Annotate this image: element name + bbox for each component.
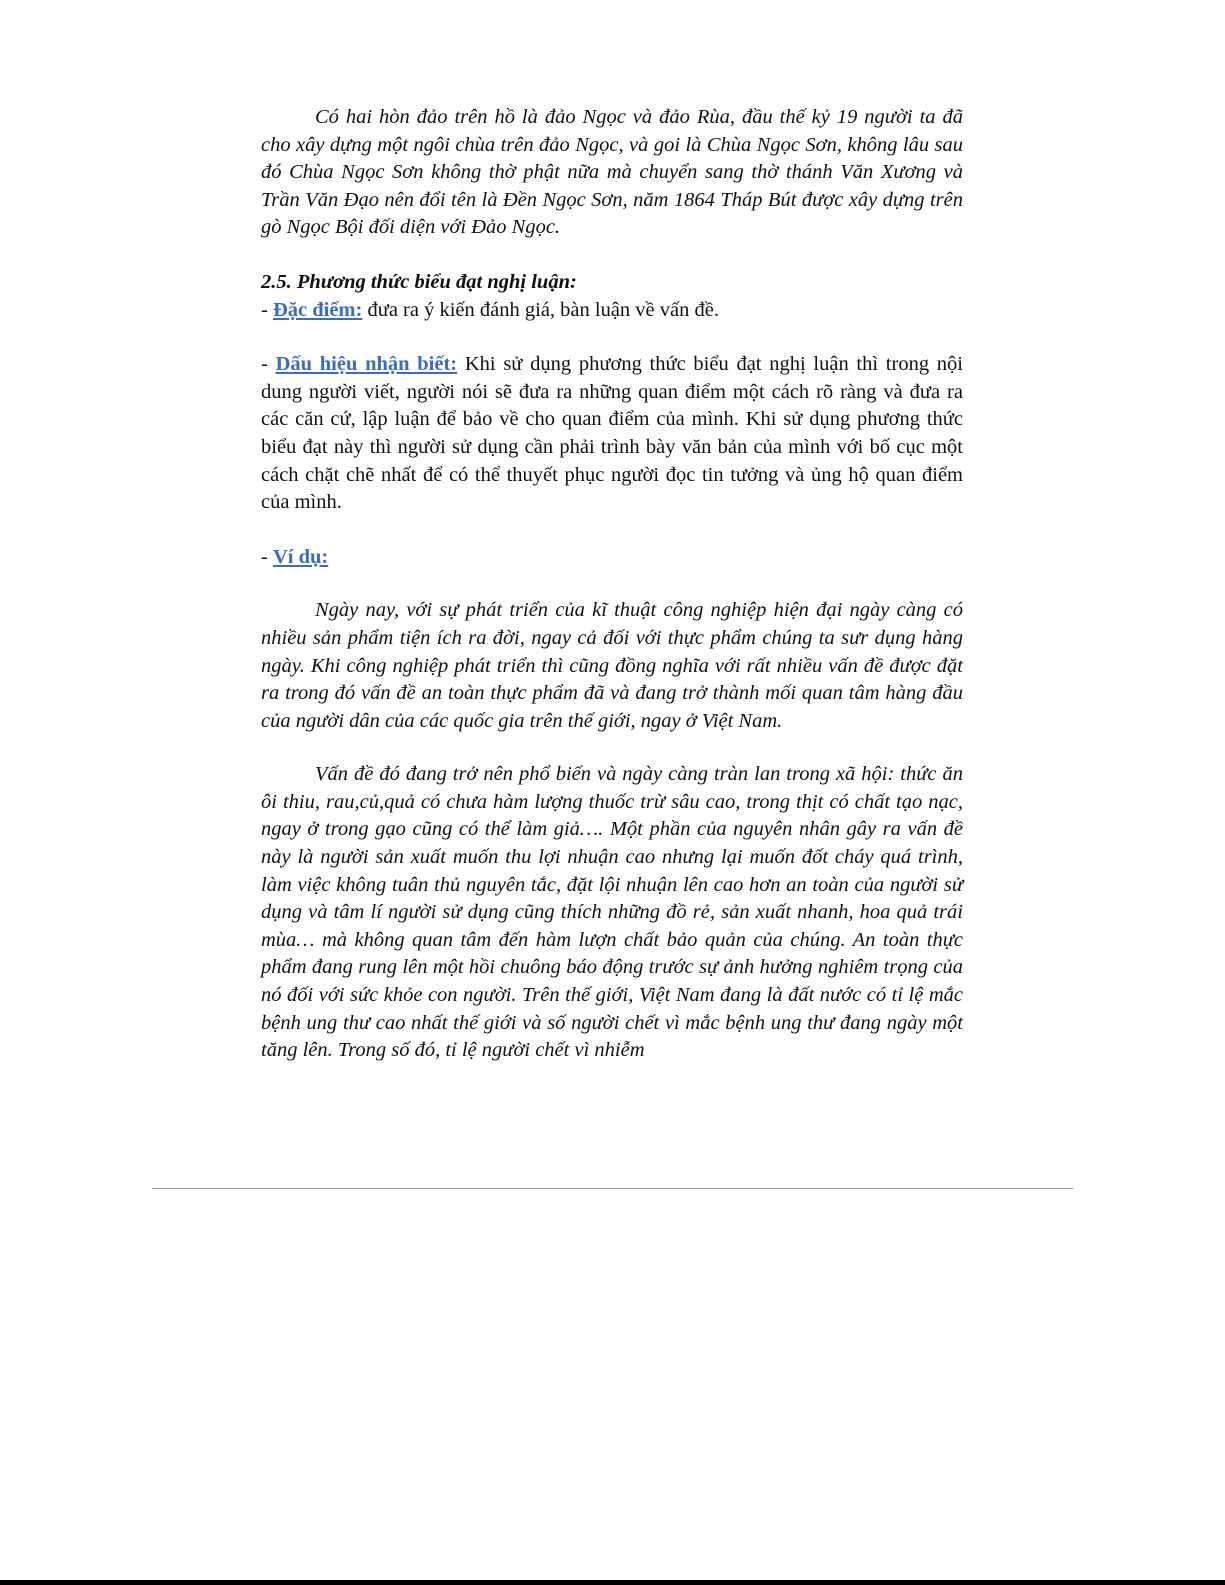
page-divider	[152, 1188, 1073, 1189]
dau-hieu-prefix: -	[261, 353, 276, 376]
dac-diem-prefix: -	[261, 298, 273, 321]
vi-du-prefix: -	[261, 545, 273, 568]
intro-paragraph: Có hai hòn đảo trên hồ là đảo Ngọc và đảo Rùa, đầu thế kỷ 19 người ta đã cho xây dựng một ngôi chùa trên đảo Ngọc, và goi là Chùa Ngọc Sơn, không lâu sau đó Chùa Ngọc Sơn không thờ phật nữa mà chuyển sang thờ thánh Văn Xương và Trần Văn Đạo nên đổi tên là Đền Ngọc Sơn, năm 1864 Tháp Bút được xây dựng trên gò Ngọc Bội đối diện với Đảo Ngọc.	[261, 106, 963, 239]
dau-hieu-label: Dấu hiệu nhận biết:	[275, 353, 458, 376]
dac-diem-text: đưa ra ý kiến đánh giá, bàn luận về vấn đề.	[362, 298, 719, 321]
section-heading: 2.5. Phương thức biểu đạt nghị luận:	[261, 270, 577, 293]
example-paragraph-1: Ngày nay, với sự phát triển của kĩ thuật công nghiệp hiện đại ngày càng có nhiều sản phẩm tiện ích ra đời, ngay cả đối với thực phẩm chúng ta sưr dụng hàng ngày. Khi công nghiệp phát triển thì cũng đồng nghĩa với rất nhiều vấn đề được đặt ra trong đó vấn đề an toàn thực phẩm đã và đang trở thành mối quan tâm hàng đầu của người dân của các quốc gia trên thế giới, ngay ở Việt Nam.	[261, 599, 963, 732]
dau-hieu-paragraph	[261, 351, 963, 517]
dau-hieu-text: Khi sử dụng phương thức biểu đạt nghị luận thì trong nội dung người viết, người nói sẽ đưa ra những quan điểm một cách rõ ràng và đưa ra các căn cứ, lập luận để bảo về cho quan điểm của mình. Khi sử dụng phương thức biểu đạt này thì người sử dụng cần phải trình bày văn bản của mình với bố cục một cách chặt chẽ nhất để có thể thuyết phục người đọc tin tưởng và ủng hộ quan điểm của mình.	[261, 353, 963, 514]
vi-du-label: Ví dụ:	[272, 545, 329, 568]
bottom-edge-bar	[0, 1580, 1225, 1585]
dac-diem-label: Đặc điểm:	[272, 298, 363, 321]
vi-du-line	[261, 544, 963, 572]
example-paragraph-2: Vấn đề đó đang trở nên phổ biến và ngày càng tràn lan trong xã hội: thức ăn ôi thiu, rau,củ,quả có chưa hàm lượng thuốc trừ sâu cao, trong thịt có chất tạo nạc, ngay ở trong gạo cũng có thể làm giả…. Một phần của nguyên nhân gây ra vấn đề này là người sản xuất muốn thu lợi nhuận cao nhưng lại muốn đốt cháy quá trình, làm việc không tuân thủ nguyên tắc, đặt lội nhuận lên cao hơn an toàn của người sử dụng và tâm lí người sử dụng cũng thích những đồ rẻ, sản xuất nhanh, hoa quả trái mùa… mà không quan tâm đến hàm lượn chất bảo quản của chúng. An toàn thực phẩm đang rung lên một hồi chuông báo động trước sự ảnh hưởng nghiêm trọng của nó đối với sức khỏe con người. Trên thế giới, Việt Nam đang là đất nước có tỉ lệ mắc bệnh ung thư cao nhất thế giới và số người chết vì mắc bệnh ung thư đang ngày một tăng lên. Trong số đó, tỉ lệ người chết vì nhiễm	[261, 763, 963, 1062]
dac-diem-line	[261, 297, 963, 325]
document-body	[261, 104, 963, 1065]
